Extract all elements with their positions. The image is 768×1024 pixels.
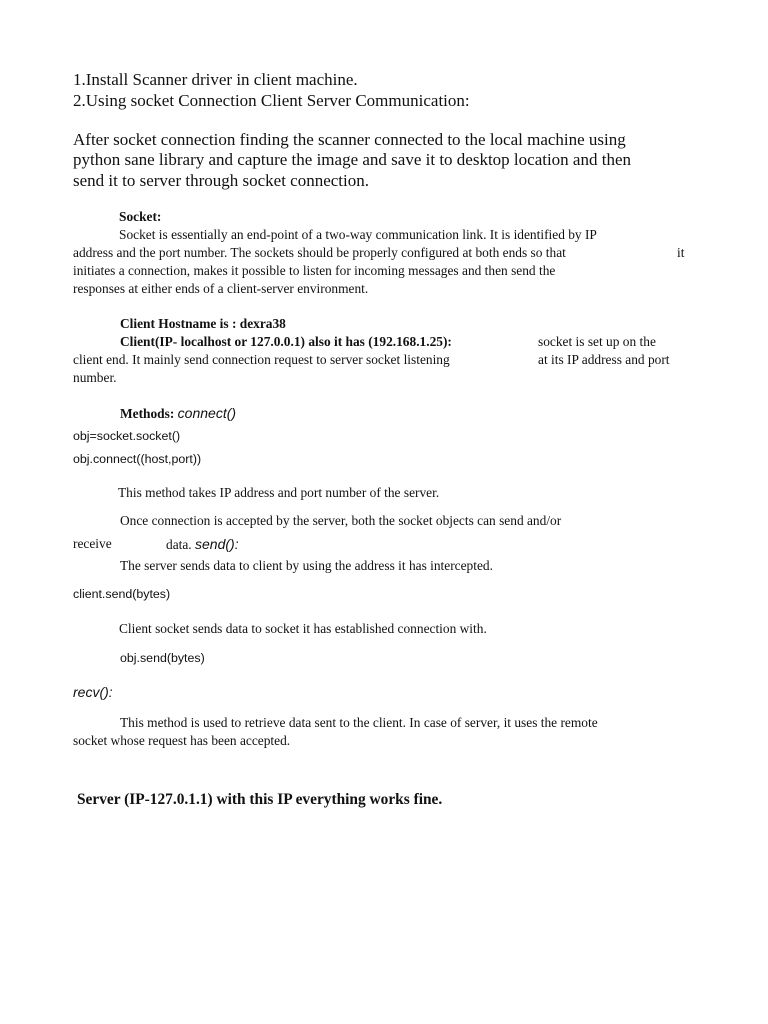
methods-heading (120, 406, 236, 420)
recv-line-1: This method is used to retrieve data sent to the client. In case of server, it uses the remote (120, 715, 598, 730)
connect-method-name: connect() (177, 405, 237, 421)
accept-line-2b (166, 537, 239, 551)
client-line-3: number. (73, 370, 117, 385)
server-statement: Server (IP-127.0.1.1) with this IP everything works fine. (77, 791, 443, 808)
client-send-description: Client socket sends data to socket it has established connection with. (119, 621, 487, 636)
recv-line-2: socket whose request has been accepted. (73, 733, 291, 748)
socket-heading: Socket: (119, 209, 162, 224)
step-1: 1.Install Scanner driver in client machine. (73, 70, 358, 89)
code-client-send: client.send(bytes) (73, 587, 171, 601)
socket-line-2-tail: it (677, 245, 685, 260)
client-line-2-tail: at its IP address and port (538, 352, 670, 367)
send-method-name: send(): (195, 536, 239, 552)
step-2: 2.Using socket Connection Client Server Communication: (73, 91, 470, 110)
socket-line-2: address and the port number. The sockets should be properly configured at both ends so that (73, 245, 566, 260)
client-hostname: Client Hostname is : dexra38 (120, 316, 286, 331)
intro-line-1: After socket connection finding the scanner connected to the local machine using (73, 130, 626, 149)
client-line-2: client end. It mainly send connection request to server socket listening (73, 352, 450, 367)
accept-data-word: data. (166, 537, 192, 552)
intro-line-3: send it to server through socket connection. (73, 171, 370, 190)
accept-line-2a: receive (73, 536, 112, 551)
accept-line-1: Once connection is accepted by the server, both the socket objects can send and/or (120, 513, 562, 528)
code-connect: obj.connect((host,port)) (73, 452, 202, 466)
socket-line-1: Socket is essentially an end-point of a two-way communication link. It is identified by IP (119, 227, 597, 242)
connect-description: This method takes IP address and port number of the server. (118, 485, 440, 500)
send-description: The server sends data to client by using the address it has intercepted. (120, 558, 493, 573)
socket-line-3: initiates a connection, makes it possible to listen for incoming messages and then send the (73, 263, 556, 278)
intro-line-2: python sane library and capture the image and save it to desktop location and then (73, 150, 631, 169)
socket-line-4: responses at either ends of a client-server environment. (73, 281, 369, 296)
code-obj-send: obj.send(bytes) (120, 651, 205, 665)
recv-method-name: recv(): (73, 684, 113, 700)
code-socket-create: obj=socket.socket() (73, 429, 181, 443)
methods-label: Methods: (120, 406, 175, 421)
client-ip-tail: socket is set up on the (538, 334, 656, 349)
client-ip-heading: Client(IP- localhost or 127.0.0.1) also it has (192.168.1.25): (120, 334, 452, 349)
